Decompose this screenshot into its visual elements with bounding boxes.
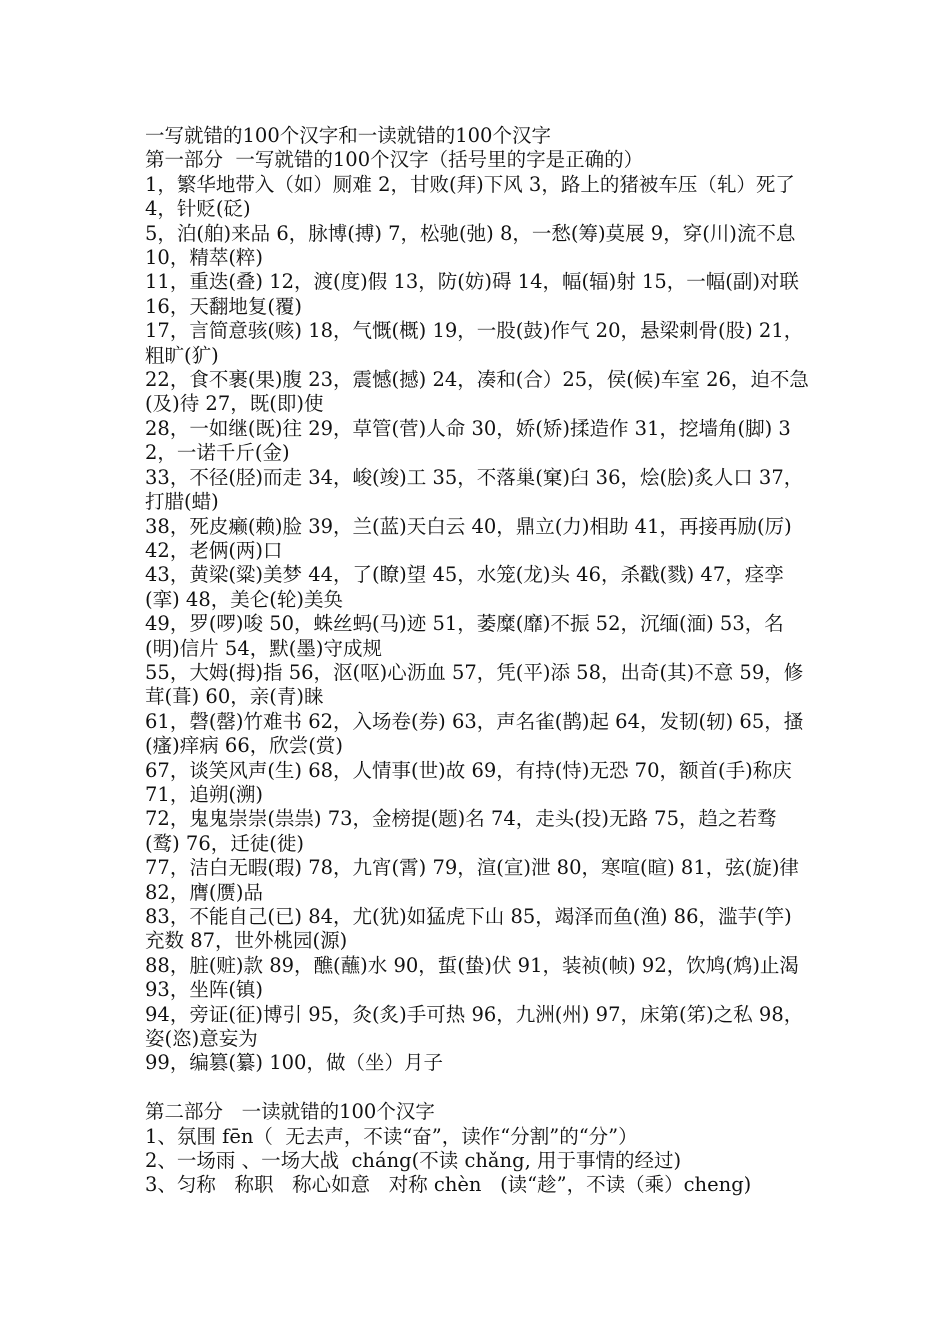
part1-entry: 94，旁证(征)博引 95，灸(炙)手可热 96，九洲(州) 97，床第(笫)之私 98，姿(恣)意妄为 <box>145 1002 804 1051</box>
part1-entry: 49，罗(啰)唆 50，蛛丝蚂(马)迹 51，萎糜(靡)不振 52，沉缅(湎) 53，名(明)信片 54，默(墨)守成规 <box>145 612 784 660</box>
part1-entry: 61，磬(罄)竹难书 62，入场卷(券) 63，声名雀(鹊)起 64，发韧(轫) 65，搔(瘙)痒病 66，欣尝(赏) <box>145 709 804 758</box>
part2-entry: 3、匀称 称职 称心如意 对称 chèn (读“趁”，不读（乘）cheng) <box>145 1173 752 1197</box>
part1-heading: 第一部分 一写就错的100个汉字（括号里的字是正确的） <box>145 148 644 172</box>
part1-entry: 17，言简意骇(赅) 18，气慨(概) 19，一股(鼓)作气 20，悬梁刺骨(股) 21，粗旷(犷) <box>145 319 804 367</box>
part2-entry: 1、氛围 fēn（ 无去声，不读“奋”，读作“分割”的“分”） <box>145 1124 638 1148</box>
part2-heading: 第二部分 一读就错的100个汉字 <box>145 1100 435 1124</box>
part1-entry: 33，不径(胫)而走 34，峻(竣)工 35，不落巢(窠)臼 36，烩(脍)炙人口 37，打腊(蜡) <box>145 465 804 514</box>
paragraph-spacer <box>145 1076 810 1100</box>
document-title: 一写就错的100个汉字和一读就错的100个汉字 <box>145 124 551 147</box>
part2-entry: 2、一场雨 、一场大战 cháng(不读 chǎng, 用于事情的经过) <box>145 1149 682 1173</box>
part1-entry: 99，编篡(纂) 100，做（坐）月子 <box>145 1051 443 1075</box>
part1-entry: 67，谈笑风声(生) 68，人情事(世)故 69，有持(恃)无恐 70，额首(手)称庆 71，追朔(溯) <box>145 758 798 806</box>
part1-entry: 88，脏(赃)款 89，醮(蘸)水 90，蜇(蛰)伏 91，装祯(帧) 92，饮鸠(鸩)止渴 93，坐阵(镇) <box>145 953 806 1002</box>
part1-entry: 11，重迭(叠) 12，渡(度)假 13，防(妨)碍 14，幅(辐)射 15，一幅(副)对联 16，天翻地复(覆) <box>145 270 806 318</box>
part1-entry: 38，死皮癞(赖)脸 39，兰(蓝)天白云 40，鼎立(力)相助 41，再接再励(厉) 42，老俩(两)口 <box>145 514 798 562</box>
part1-entry: 22，食不裹(果)腹 23，震憾(撼) 24，凑和(合）25，侯(候)车室 26，迫不急(及)待 27，既(即)使 <box>145 368 809 416</box>
part1-entry: 83，不能自己(已) 84，尤(犹)如猛虎下山 85，竭泽而鱼(渔) 86，滥芋(竽)充数 87，世外桃园(源) <box>145 905 792 953</box>
part1-entry: 43，黄梁(粱)美梦 44，了(瞭)望 45，水笼(龙)头 46，杀戳(戮) 47，痉孪(挛) 48，美仑(轮)美奂 <box>145 563 784 611</box>
part1-entry: 77，洁白无暇(瑕) 78，九宵(霄) 79，渲(宣)泄 80，寒喧(暄) 81，弦(旋)律 82，膺(赝)品 <box>145 856 806 904</box>
part1-entry: 28，一如继(既)往 29，草管(菅)人命 30，娇(矫)揉造作 31，挖墙角(脚) 32，一诺千斤(金) <box>145 416 791 465</box>
part1-entry: 5，泊(舶)来品 6，脉博(搏) 7，松驰(弛) 8，一愁(筹)莫展 9，穿(川)流不息 10，精萃(粹) <box>145 221 802 270</box>
document-page <box>145 124 810 1198</box>
part1-entry: 1，繁华地带入（如）厕难 2，甘败(拜)下风 3，路上的猪被车压（轧）死了 4，针贬(砭) <box>145 172 802 221</box>
part1-entry: 72，鬼鬼崇崇(祟祟) 73，金榜提(题)名 74，走头(投)无路 75，趋之若骛(鹜) 76，迁徒(徙) <box>145 807 777 855</box>
part1-entry: 55，大姆(拇)指 56，沤(呕)心沥血 57，凭(平)添 58，出奇(其)不意 59，修茸(葺) 60，亲(青)睐 <box>145 660 804 709</box>
